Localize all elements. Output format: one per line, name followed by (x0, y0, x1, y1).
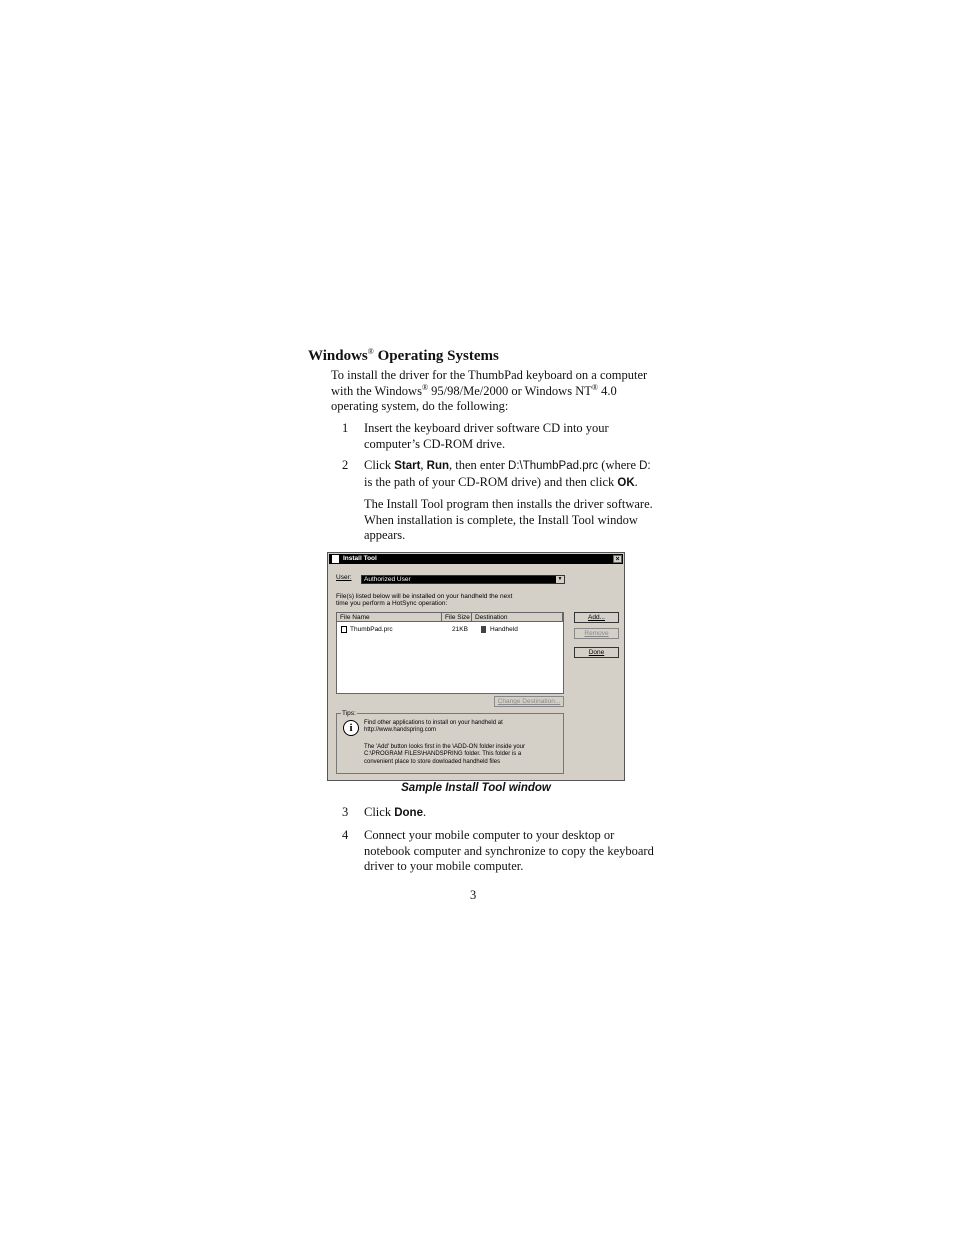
tips-group (336, 713, 564, 774)
info-text-line-2: time you perform a HotSync operation: (336, 600, 448, 607)
user-label: User: (336, 574, 352, 581)
info-text-line-1: File(s) listed below will be installed on your handheld the next (336, 593, 513, 600)
step-text: Click Start, Run, then enter D:\ThumbPad.prc (where D: is the path of your CD-ROM drive) and then click OK. (364, 458, 651, 489)
window-title: Install Tool (343, 555, 377, 562)
remove-button[interactable]: Remove (574, 628, 619, 639)
destination-cell: Handheld (490, 626, 518, 633)
close-icon[interactable]: × (613, 555, 622, 563)
tips-label: Tips: (342, 710, 356, 717)
column-header-file-size[interactable]: File Size (442, 613, 472, 622)
column-header-file-name[interactable]: File Name (337, 613, 442, 622)
figure-caption: Sample Install Tool window (401, 782, 551, 794)
section-heading: Windows® Operating Systems (308, 347, 499, 364)
step-text: Click Done. (364, 805, 427, 819)
intro-paragraph: To install the driver for the ThumbPad keyboard on a computer with the Windows® 95/98/Me/2000 or Windows NT® 4.0 operating system, do the following: (331, 368, 648, 414)
column-header-destination[interactable]: Destination (472, 613, 563, 622)
file-list[interactable] (336, 612, 564, 694)
step-number: 2 (342, 458, 349, 472)
step-2-result: The Install Tool program then installs the driver software. When installation is complete, the Install Tool window appears. (364, 497, 653, 543)
page-number: 3 (470, 888, 477, 902)
step-text: Insert the keyboard driver software CD into your computer’s CD-ROM drive. (364, 421, 609, 451)
step-number: 4 (342, 828, 349, 842)
window-titlebar (329, 554, 623, 564)
app-icon (332, 555, 339, 563)
step-number: 3 (342, 805, 349, 819)
chevron-down-icon[interactable]: ▼ (557, 576, 563, 582)
file-icon (341, 626, 347, 633)
step-text: Connect your mobile computer to your desktop or notebook computer and synchronize to copy the keyboard driver to your mobile computer. (364, 828, 654, 874)
handheld-icon (481, 626, 486, 633)
tips-text-1: Find other applications to install on your handheld at http://www.handspring.com (364, 720, 503, 734)
user-select[interactable]: Authorized User ▼ (361, 575, 565, 584)
install-tool-window (327, 552, 625, 781)
tips-text-2: The 'Add' button looks first in the \ADD-ON folder inside your C:\PROGRAM FILES\HANDSPRING folder. This folder is a convenient place to store dowloaded handheld files (364, 744, 526, 765)
file-size-cell: 21KB (452, 626, 468, 633)
file-name-cell[interactable]: ThumbPad.prc (350, 626, 393, 633)
info-icon: i (343, 720, 359, 736)
step-number: 1 (342, 421, 349, 435)
change-destination-button[interactable]: Change Destination... (494, 696, 564, 707)
add-button[interactable]: Add... (574, 612, 619, 623)
done-button[interactable]: Done (574, 647, 619, 658)
